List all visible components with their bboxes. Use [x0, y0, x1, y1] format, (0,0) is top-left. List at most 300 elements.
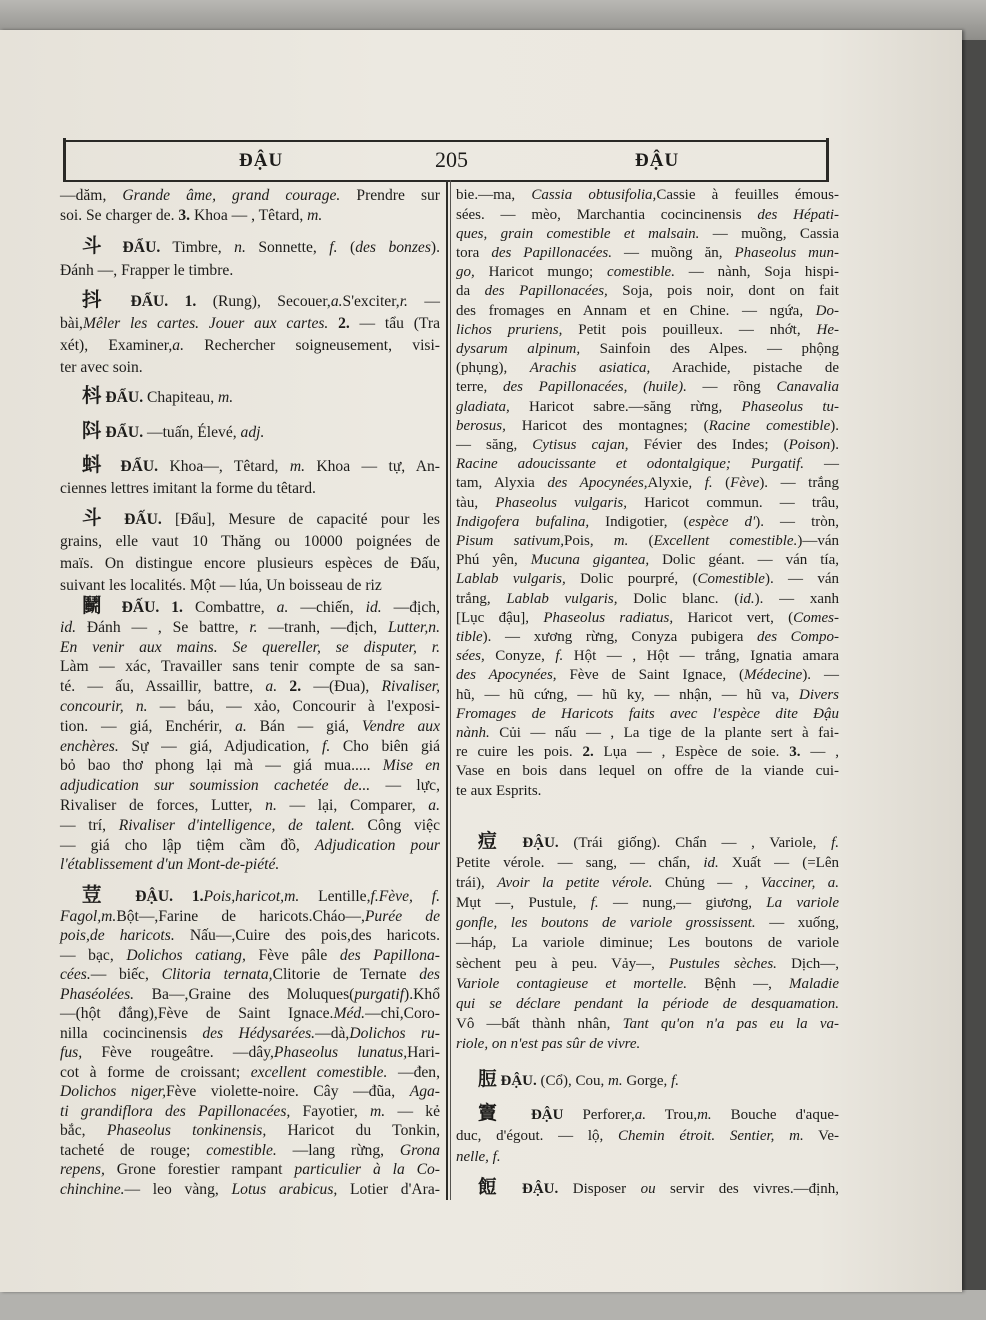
italic-text: n. — [234, 238, 246, 256]
text: Fayotier, — [290, 1102, 371, 1120]
italic-text: Rivaliser d'intelligence, de talent. — [118, 816, 355, 834]
entry-line — [456, 532, 839, 551]
text: Arachide, pistache de — [650, 360, 839, 377]
italic-text: Vendre aux — [361, 717, 441, 735]
entry-line — [456, 1103, 839, 1126]
entry-line — [456, 206, 839, 225]
entry-line — [60, 816, 440, 836]
text: Lotier d'Ara- — [337, 1180, 440, 1198]
text: Phú yên, — [456, 552, 531, 569]
text: Củi — nấu — , La tige de la plante sert à fai- — [489, 725, 839, 742]
italic-text: Chemin étroit. Sentier, m. — [618, 1127, 804, 1144]
han-character: 餖 — [478, 1176, 508, 1198]
italic-text: Pisum sativum, — [456, 533, 565, 550]
text: Pois, — [564, 533, 614, 550]
entry-line — [60, 357, 440, 379]
italic-text: Racine comestible — [708, 417, 831, 434]
text: Rivaliser de forces, Lutter, — [60, 797, 266, 815]
entry-line — [60, 290, 440, 313]
text: Dolic pourpré, ( — [565, 571, 698, 588]
entry-line — [456, 570, 839, 589]
italic-text: Variole contagieuse et mortelle. — [456, 975, 688, 992]
italic-text: f. — [831, 834, 840, 851]
text: ter avec soin. — [60, 359, 143, 376]
dictionary-entry — [60, 235, 440, 282]
text: Khoa — , Têtard, — [190, 207, 308, 224]
text: — muồng, Cassia — [699, 225, 839, 242]
italic-text: Poison — [788, 437, 831, 454]
italic-text: Phaseolus tu- — [741, 398, 839, 415]
headword: ĐẨU. 1. — [114, 293, 197, 310]
italic-text: Aga- — [409, 1083, 440, 1101]
text: Haricot du Tonkin, — [266, 1122, 440, 1140]
dictionary-entry — [60, 597, 440, 875]
text: Lụa — , Espèce de soie. — [593, 744, 790, 761]
entry-line — [60, 1121, 440, 1141]
entry-line — [60, 618, 440, 638]
text: ( — [712, 475, 731, 492]
headword: ĐẨU. — [110, 238, 161, 256]
italic-text: Dolichos niger, — [60, 1083, 166, 1101]
text: — bạc, — [60, 946, 127, 964]
italic-text: Lutter,n. — [388, 618, 440, 636]
italic-text: m. — [613, 533, 629, 550]
italic-text: Lablab vulgaris, — [506, 590, 618, 607]
italic-text: Phaseolus tonkinensis, — [106, 1122, 267, 1140]
italic-text: cées. — [60, 966, 91, 984]
text: ). — [830, 437, 839, 454]
text: des fromages en Annam et en Chine. — ngứa, — [456, 302, 816, 319]
italic-text: Arachis asiatica, — [529, 360, 651, 377]
italic-text: Clitoria ternata, — [161, 966, 273, 984]
italic-text: f. — [590, 895, 599, 912]
italic-text: Fève — [730, 475, 760, 492]
italic-text: des — [419, 966, 440, 984]
italic-text: m. — [697, 1106, 712, 1123]
entry-line — [456, 762, 839, 781]
italic-text: nelle, f. — [456, 1148, 501, 1165]
text: — nành, Soja hispi- — [674, 264, 839, 281]
italic-text: Comestible — [697, 571, 765, 588]
text: —địch, — [381, 599, 440, 617]
italic-text: Adjudication pour — [314, 836, 440, 854]
entry-line — [456, 225, 839, 244]
headword: 3. — [789, 744, 801, 761]
italic-text: Méd. — [333, 1005, 366, 1023]
dictionary-entry — [456, 1177, 839, 1200]
text: té. — ấu, Assaillir, battre, — [60, 678, 266, 696]
text: terre, — [456, 379, 503, 396]
italic-text: Lablab vulgaris, — [456, 571, 566, 588]
text: re cuire les pois. — [456, 744, 583, 761]
text: Petit pois pouilleux. — nhớt, — [562, 321, 817, 338]
entry-line — [60, 1180, 440, 1200]
dictionary-entry — [456, 1103, 839, 1168]
text: bie.—ma, — [456, 187, 532, 204]
headword: 2. — [277, 678, 302, 696]
headword: 2. — [328, 315, 350, 332]
entry-line — [60, 965, 440, 985]
entry-line — [456, 1069, 839, 1092]
text: — tẩu (Tra — [349, 315, 440, 332]
text: Cho biên giá — [330, 737, 440, 755]
entry-line — [60, 597, 440, 618]
text: Khoa — tự, An- — [304, 458, 440, 475]
text: (Trái giống). Chẩn — , Variole, — [558, 834, 832, 851]
text: Chapiteau, — [143, 389, 219, 406]
entry-line — [456, 302, 839, 321]
italic-text: Médecine — [744, 667, 803, 684]
italic-text: particulier à la Co- — [294, 1161, 441, 1179]
italic-text: id. — [365, 599, 382, 617]
entry-line — [456, 666, 839, 685]
entry-line — [456, 359, 839, 378]
text: tam, Alyxia — [456, 475, 548, 492]
entry-line — [60, 926, 440, 946]
headword: ĐẬU. — [496, 1072, 537, 1089]
text: Trou, — [646, 1106, 698, 1123]
han-character: 鬭 — [82, 596, 110, 618]
text: (Cổ), Cou, — [536, 1072, 608, 1089]
headword: 2. — [582, 744, 594, 761]
text: Bán — giá, — [246, 717, 362, 735]
text: xét), Examiner, — [60, 337, 173, 354]
entry-line — [456, 705, 839, 724]
text: cot à forme de croissant; — [60, 1063, 251, 1081]
text: bắc, — [60, 1122, 107, 1140]
entry-line — [456, 954, 839, 974]
entry-line — [60, 657, 440, 677]
italic-text: He- — [816, 321, 839, 338]
italic-text: Racine adoucissante et odontalgique; Purgatif. — [456, 456, 805, 473]
han-character: 竇 — [478, 1102, 512, 1124]
italic-text: des Hédysarées. — [202, 1024, 316, 1042]
italic-text: des Hépati- — [757, 206, 839, 223]
italic-text: a. — [172, 337, 184, 354]
italic-text: f. — [555, 648, 564, 665]
column-divider — [446, 180, 448, 1200]
italic-text: Phaseolus mun- — [734, 245, 839, 261]
entry-line — [60, 455, 440, 478]
text: ). — tròn, — [755, 513, 839, 530]
entry-line — [456, 398, 839, 417]
italic-text: a. — [265, 678, 278, 696]
text: ). — [830, 417, 839, 434]
text: —(Đua), — [301, 678, 382, 696]
entry-line — [60, 259, 440, 282]
text: — — [804, 456, 839, 473]
entry-line — [456, 893, 839, 913]
italic-text: Grande âme, grand courage. — [122, 187, 341, 204]
headword: ĐẤU. — [110, 511, 162, 528]
italic-text: Lotus arabicus, — [231, 1180, 338, 1198]
text: —tranh, —địch, — [257, 618, 388, 636]
text: Fève de Saint Ignace, ( — [556, 667, 745, 684]
entry-line — [60, 796, 440, 816]
entry-line — [60, 553, 440, 575]
entry-line — [60, 1024, 440, 1044]
entry-line — [456, 436, 839, 455]
text: Fève violette-noire. Cây —đũa, — [165, 1083, 410, 1101]
entry-line — [60, 776, 440, 796]
han-character: 斗 — [82, 235, 111, 257]
italic-text: a. — [276, 599, 289, 617]
italic-text: excellent comestible. — [250, 1063, 388, 1081]
text: ). — xanh — [754, 590, 839, 607]
entry-line — [60, 335, 440, 357]
text: ( — [628, 533, 654, 550]
italic-text: comestible. — [206, 1141, 277, 1159]
text: bài, — [60, 315, 83, 332]
entry-line — [456, 474, 839, 493]
italic-text: id. — [60, 618, 77, 636]
italic-text: Fromages de Haricots faits avec l'espèce dite Đậu — [456, 705, 839, 722]
italic-text: des Papillonacées. — [491, 245, 613, 261]
entry-line — [456, 628, 839, 647]
headword: ĐẬU. — [507, 834, 559, 851]
entry-line — [456, 974, 839, 994]
headword: 3. — [178, 207, 191, 224]
italic-text: qui se déclare pendant la période de desquamation. — [456, 995, 839, 1012]
italic-text: La variole — [766, 895, 839, 912]
entry-line — [456, 590, 839, 609]
text: Xuất — (=Lên — [718, 855, 839, 872]
text: Gorge, — [622, 1072, 672, 1089]
text: Cassie à feuilles émous- — [656, 187, 839, 204]
han-character: 脰 — [478, 1068, 497, 1090]
headword: ĐẨU. — [109, 458, 159, 475]
entry-line — [456, 994, 839, 1014]
entry-line — [60, 836, 440, 856]
text: [Đẩu], Mesure de capacité pour les — [161, 511, 440, 528]
text: ciennes lettres imitant la forme du têtard. — [60, 480, 316, 497]
entry-line — [60, 737, 440, 757]
column-divider-thin — [450, 180, 451, 1200]
text: — muồng ăn, — [612, 245, 735, 261]
entry-line — [456, 455, 839, 474]
text: Clitorie de Ternate — [272, 966, 420, 984]
entry-line — [60, 313, 440, 335]
italic-text: gladiata, — [456, 398, 510, 415]
entry-line — [60, 1004, 440, 1024]
text: Bệnh —, — [687, 975, 789, 992]
entry-line — [456, 186, 839, 205]
italic-text: des Apocynées, — [456, 667, 557, 684]
text: Lentille, — [299, 888, 371, 906]
entry-line — [456, 1147, 839, 1168]
italic-text: tible — [456, 629, 483, 646]
italic-text: repens, — [60, 1161, 105, 1179]
italic-text: Grona — [399, 1141, 440, 1159]
text: Hột — , Hột — trắng, Ignatia amara — [563, 648, 839, 665]
text: Sự — giá, Adjudication, — [118, 737, 322, 755]
text: Combattre, — [182, 599, 277, 617]
italic-text: adj. — [240, 424, 265, 441]
italic-text: a. — [235, 717, 247, 735]
italic-text: des Papillona- — [339, 946, 440, 964]
italic-text: Pustules sèches. — [669, 955, 777, 972]
italic-text: enchères. — [60, 737, 119, 755]
dictionary-entry — [60, 508, 440, 597]
text: [Lục đậu], — [456, 609, 544, 626]
text: )—ván — [797, 533, 839, 550]
scan-background-bottom — [0, 1290, 986, 1320]
text: Alyxie, — [647, 475, 705, 492]
headword: ĐẬU. 1. — [116, 888, 204, 906]
text: — nung,— giương, — [598, 895, 767, 912]
entry-line — [456, 340, 839, 359]
han-character: 阧 — [82, 421, 102, 442]
italic-text: pois,de haricots. — [60, 927, 175, 945]
text: da — [456, 283, 485, 300]
dictionary-entry — [60, 886, 440, 1199]
text: bỏ bao thơ phong lại mà — giá mua..... — [60, 757, 383, 775]
entry-line — [456, 551, 839, 570]
entry-line — [60, 508, 440, 531]
text: Dolic blanc. ( — [617, 590, 740, 607]
text: (Rung), Secouer, — [196, 293, 331, 310]
entry-line — [456, 494, 839, 513]
han-character: 抖 — [82, 290, 115, 311]
entry-line — [60, 478, 440, 500]
text: —chỉ,Coro- — [365, 1005, 440, 1023]
text: — kẻ — [385, 1102, 440, 1120]
text: Sonnette, — [245, 238, 330, 256]
header-right-word: ĐẬU — [635, 150, 680, 171]
entry-line — [456, 244, 839, 263]
entry-line — [456, 933, 839, 953]
text: —lang rừng, — [276, 1141, 400, 1159]
text: tion. — giá, Enchérir, — [60, 717, 236, 735]
text: —(hột đắng),Fève de Saint Ignace. — [60, 1005, 334, 1023]
italic-text: a. — [330, 293, 343, 310]
text: — leo vàng, — [124, 1180, 232, 1198]
italic-text: m. — [307, 207, 323, 224]
italic-text: Cytisus cajan, — [532, 437, 629, 454]
entry-line — [456, 1034, 839, 1054]
entry-line — [456, 647, 839, 666]
text: Indigotier, ( — [589, 513, 689, 530]
italic-text: r. — [399, 293, 408, 310]
entry-line — [60, 855, 440, 875]
text: trái), — [456, 875, 498, 892]
italic-text: des bonzes — [355, 238, 431, 256]
italic-text: En venir aux mains. Se quereller, se disputer, r. — [60, 638, 440, 656]
entry-line — [456, 873, 839, 893]
italic-text: Fagol,m. — [60, 907, 117, 925]
han-character: 痘 — [478, 830, 508, 852]
italic-text: Tant qu'on n'a pas eu la va- — [622, 1015, 839, 1032]
han-character: 枓 — [82, 386, 102, 407]
italic-text: a. — [634, 1106, 646, 1123]
text: Fève pâle — [245, 946, 340, 964]
entry-line — [60, 1043, 440, 1063]
entry-line — [60, 186, 440, 206]
italic-text: Phaseolus radiatus, — [543, 609, 674, 626]
entry-line — [60, 638, 440, 658]
entry-line — [60, 907, 440, 927]
italic-text: fus, — [60, 1044, 83, 1062]
text: duc, d'égout. — lộ, — [456, 1127, 619, 1144]
italic-text: Comes- — [793, 609, 839, 626]
page-number: 205 — [435, 147, 468, 172]
text: sées. — mèo, Marchantia cocincinensis — [456, 206, 758, 223]
text: ).Khổ — [404, 985, 440, 1003]
italic-text: f. — [704, 475, 713, 492]
entry-line — [60, 946, 440, 966]
text: Haricot vert, ( — [673, 609, 794, 626]
text: — săng, — [456, 437, 533, 454]
dictionary-entry — [456, 186, 839, 801]
italic-text: nành. — [456, 725, 490, 742]
italic-text: des Papillonacées, — [484, 283, 608, 300]
header-left-word: ĐẬU — [239, 150, 284, 171]
italic-text: des Papillonacées, (huile). — [502, 379, 687, 396]
text: Disposer — [558, 1180, 641, 1197]
text: (phụng), — [456, 360, 530, 377]
italic-text: f.Fève, f. — [370, 888, 440, 906]
italic-text: Vacciner, a. — [760, 875, 839, 892]
han-character: 蚪 — [82, 455, 109, 476]
italic-text: id. — [739, 590, 755, 607]
entry-line — [60, 386, 440, 409]
entry-line — [60, 1063, 440, 1083]
headword: ĐẨU. — [101, 424, 144, 441]
entry-line — [60, 575, 440, 597]
text: —dăm, — [60, 187, 123, 204]
text: soi. Se charger de. — [60, 207, 179, 224]
text: suivant les localités. Một — lúa, Un boisseau de riz — [60, 577, 382, 594]
text: tora — [456, 245, 492, 261]
text: Haricot sabre.—săng rừng, — [509, 398, 742, 415]
entry-line — [60, 1141, 440, 1161]
text: Dolic géant. — ván tía, — [649, 552, 839, 569]
text: tacheté de rouge; — [60, 1141, 207, 1159]
italic-text: dysarum alpinum, — [456, 341, 581, 358]
text: — lại, Comparer, — [276, 797, 429, 815]
text: Dịch—, — [776, 955, 839, 972]
text: ). — [430, 238, 440, 256]
entry-line — [456, 378, 839, 397]
text: S'exciter, — [342, 293, 400, 310]
italic-text: Maladie — [789, 975, 839, 992]
italic-text: concourir, n. — [60, 698, 148, 716]
text: grains, elle vaut 10 Thăng ou 10000 poignées de — [60, 533, 440, 550]
entry-line — [456, 724, 839, 743]
italic-text: n. — [265, 797, 277, 815]
text: — rồng — [686, 379, 777, 396]
italic-text: Avoir la petite vérole. — [497, 875, 653, 892]
text: — biếc, — [90, 966, 162, 984]
text: — xuống, — [755, 915, 839, 932]
text: tàu, — [456, 494, 496, 511]
text: ). — xương rừng, Conyza pubigera — [482, 629, 758, 646]
entry-line — [60, 677, 440, 697]
text: Haricot commun. — trâu, — [627, 494, 839, 511]
italic-text: Dolichos catiang, — [126, 946, 246, 964]
italic-text: lichos pruriens, — [456, 321, 563, 338]
text: — báu, — xảo, Concourir à l'exposi- — [147, 698, 440, 716]
italic-text: des Apocynées, — [547, 475, 648, 492]
text: — , — [800, 744, 839, 761]
text: Févier des Indes; ( — [628, 437, 789, 454]
text: Ve- — [803, 1127, 839, 1144]
italic-text: r. — [249, 618, 258, 636]
italic-text: espèce d' — [688, 513, 756, 530]
entry-line — [456, 743, 839, 762]
entry-line — [456, 321, 839, 340]
italic-text: adjudication sur soumission cachetée de... — [60, 777, 371, 795]
